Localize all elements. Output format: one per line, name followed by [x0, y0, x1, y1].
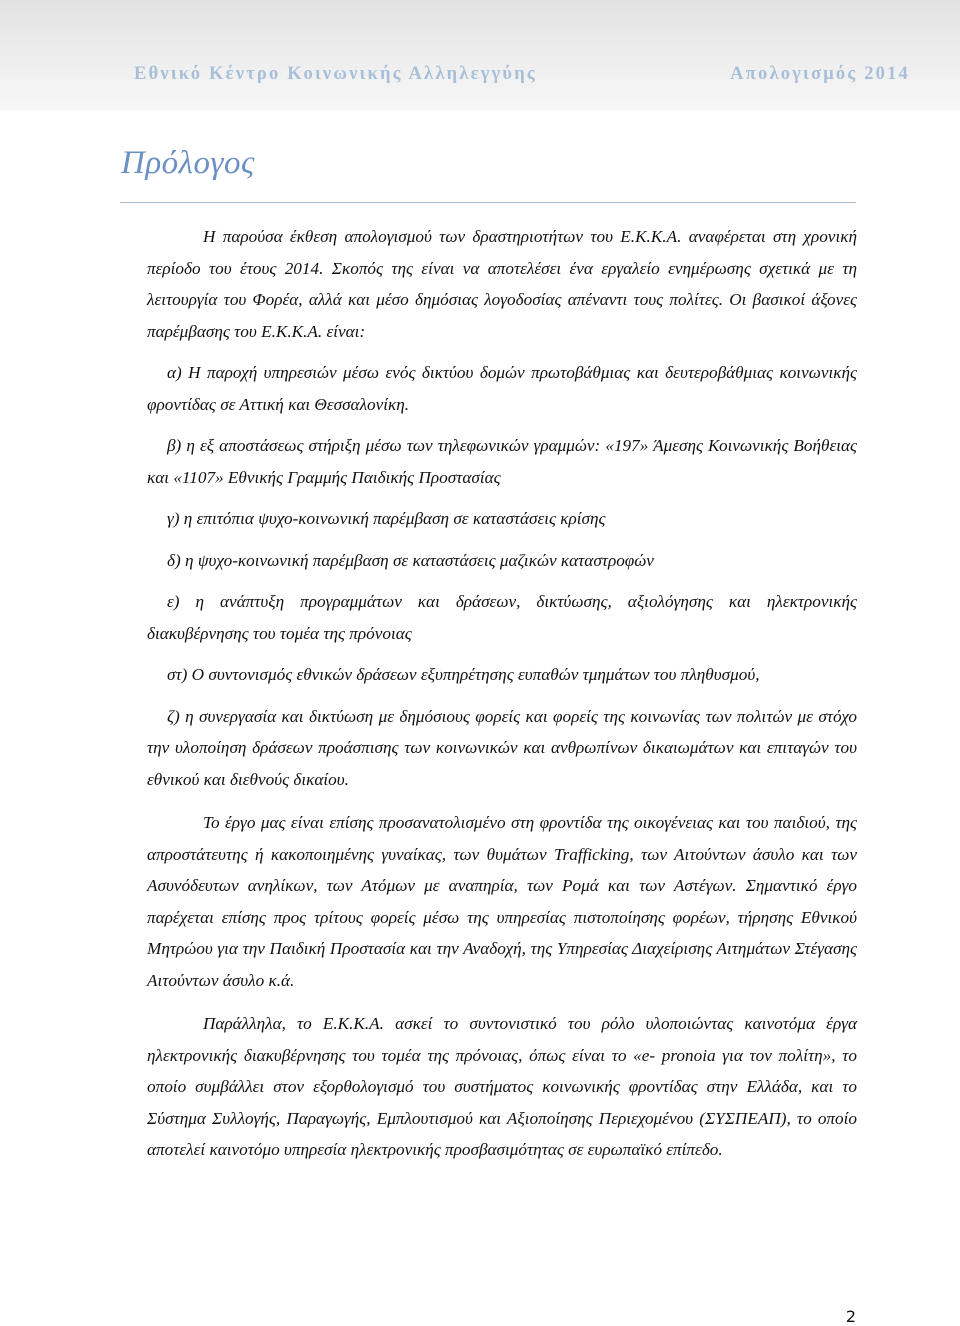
- body-text: [147, 221, 857, 1166]
- list-item-a: α) Η παροχή υπηρεσιών μέσω ενός δικτύου δομών πρωτοβάθμιας και δευτεροβάθμιας κοινωνικής φροντίδας σε Αττική και Θεσσαλονίκη.: [147, 363, 857, 414]
- header-report-title: Απολογισμός 2014: [730, 64, 910, 84]
- list-item-e: ε) η ανάπτυξη προγραμμάτων και δράσεων, δικτύωσης, αξιολόγησης και ηλεκτρονικής διακυβέρνησης του τομέα της πρόνοιας: [147, 592, 857, 643]
- list-item-d: δ) η ψυχο-κοινωνική παρέμβαση σε καταστάσεις μαζικών καταστροφών: [167, 550, 654, 570]
- list-item-c: γ) η επιτόπια ψυχο-κοινωνική παρέμβαση σε καταστάσεις κρίσης: [167, 509, 606, 528]
- title-underline: [120, 202, 856, 203]
- header-organization: Εθνικό Κέντρο Κοινωνικής Αλληλεγγύης: [134, 64, 537, 84]
- paragraph-focus: Το έργο μας είναι επίσης προσανατολισμένο στη φροντίδα της οικογένειας και του παιδιού, της απροστάτευτης ή κακοποιημένης γυναίκας, των θυμάτων Trafficking, των Αιτούντων άσυλο και των Ασυνόδευτων ανηλίκων, των Ατόμων με αναπηρία, των Ρομά και των Αστέγων. Σημαντικό έργο παρέχεται επίσης προς τρίτους φορείς μέσω της υπηρεσίας πιστοποίησης φορέων, τήρησης Εθνικού Μητρώου για την Παιδική Προστασία και την Αναδοχή, της Υπηρεσίας Διαχείρισης Αιτημάτων Στέγασης Αιτούντων άσυλο κ.ά.: [147, 813, 857, 990]
- list-item-z: ζ) η συνεργασία και δικτύωση με δημόσιους φορείς και φορείς της κοινωνίας των πολιτών με στόχο την υλοποίηση δράσεων προάσπισης των κοινωνικών και ανθρωπίνων δικαιωμάτων και επιταγών του εθνικού και διεθνούς δικαίου.: [147, 706, 857, 789]
- paragraph-egovernment: Παράλληλα, το Ε.Κ.Κ.Α. ασκεί το συντονιστικό του ρόλο υλοποιώντας καινοτόμα έργα ηλεκτρονικής διακυβέρνησης του τομέα της πρόνοιας, όπως είναι το «e- pronoia για τον πολίτη», το οποίο συμβάλλει στον εξορθολογισμό του συστήματος κοινωνικής φροντίδας στην Ελλάδα, και το Σύστημα Συλλογής, Παραγωγής, Εμπλουτισμού και Αξιοποίησης Περιεχομένου (ΣΥΣΠΕΑΠ), το οποίο αποτελεί καινοτόμο υπηρεσία ηλεκτρονικής προσβασιμότητας σε ευρωπαϊκό επίπεδο.: [147, 1014, 857, 1159]
- list-item-st: στ) Ο συντονισμός εθνικών δράσεων εξυπηρέτησης ευπαθών τμημάτων του πληθυσμού,: [167, 665, 760, 684]
- list-item-b: β) η εξ αποστάσεως στήριξη μέσω των τηλεφωνικών γραμμών: «197» Άμεσης Κοινωνικής Βοήθειας και «1107» Εθνικής Γραμμής Παιδικής Προστασίας: [147, 436, 857, 487]
- page-number: 2: [845, 1307, 856, 1326]
- section-title: Πρόλογος: [121, 145, 255, 181]
- page-header: [0, 0, 960, 110]
- paragraph-intro: Η παρούσα έκθεση απολογισμού των δραστηριοτήτων του Ε.Κ.Κ.Α. αναφέρεται στη χρονική περίοδο του έτους 2014. Σκοπός της είναι να αποτελέσει ένα εργαλείο ενημέρωσης σχετικά με τη λειτουργία του Φορέα, αλλά και μέσο δημόσιας λογοδοσίας απέναντι τους πολίτες. Οι βασικοί άξονες παρέμβασης του Ε.Κ.Κ.Α. είναι:: [147, 227, 857, 341]
